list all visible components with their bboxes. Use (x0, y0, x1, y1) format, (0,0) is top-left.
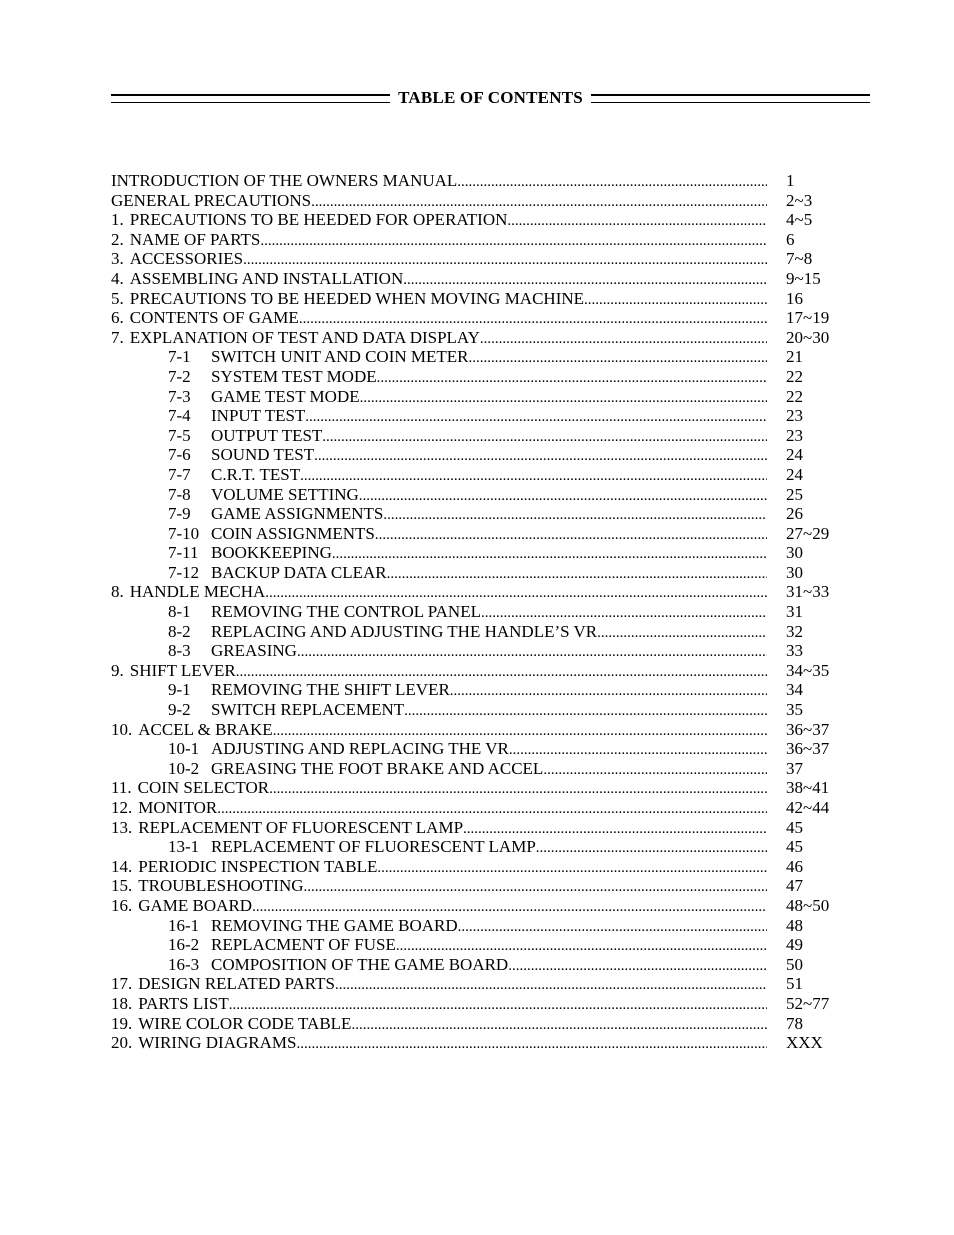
toc-entry-title: SWITCH UNIT AND COIN METER (211, 347, 469, 367)
toc-page-number: 23 (786, 425, 803, 445)
toc-entry (111, 426, 851, 446)
toc-page-number: 27~29 (786, 523, 830, 543)
toc-entry-number: 6. (111, 308, 124, 328)
toc-page-number: 42~44 (786, 798, 830, 817)
toc-entry-title: REPLACMENT OF FUSE (211, 935, 396, 955)
toc-entry-text (111, 543, 767, 565)
toc-entry-text (111, 818, 767, 840)
toc-entry-text (111, 1014, 767, 1036)
toc-page-number: 6 (786, 229, 795, 249)
toc-entry-number: 7-9 (168, 504, 191, 524)
toc-entry (111, 759, 851, 779)
toc-page-number: 47 (786, 876, 803, 896)
toc-entry-number: 18. (111, 993, 133, 1013)
toc-entry-text (111, 641, 767, 663)
toc-entry (111, 661, 851, 681)
toc-entry (111, 680, 851, 700)
toc-entry-number: 16-2 (168, 935, 200, 955)
toc-entry-text (111, 876, 767, 898)
toc-entry-number: 8-3 (168, 641, 191, 661)
toc-page-number: 30 (786, 562, 803, 582)
toc-page-number: 21 (786, 347, 803, 367)
toc-entry-text (111, 504, 767, 526)
toc-entry (111, 622, 851, 642)
toc-entry-title: PRECAUTIONS TO BE HEEDED FOR OPERATION (129, 210, 508, 230)
toc-page-number: 24 (786, 445, 803, 465)
toc-page-number: 23 (786, 406, 803, 426)
toc-entry-title: GAME BOARD (138, 895, 253, 915)
toc-entry (111, 974, 851, 994)
toc-entry-text (111, 426, 767, 448)
toc-entry-number: 20. (111, 1033, 133, 1053)
toc-entry-text (111, 661, 767, 683)
toc-page-number: 34 (786, 680, 803, 700)
toc-entry-title: COIN SELECTOR (137, 778, 270, 798)
toc-entry-text (111, 524, 767, 546)
toc-entry (111, 720, 851, 740)
toc-entry-text (111, 935, 767, 957)
toc-entry (111, 896, 851, 916)
toc-entry (111, 955, 851, 975)
toc-entry-number: 5. (111, 288, 124, 308)
toc-entry-number: 13. (111, 817, 133, 837)
toc-entry-title: ACCESSORIES (129, 249, 244, 269)
toc-leader-dots (296, 1035, 767, 1055)
toc-entry-title: SWITCH REPLACEMENT (211, 700, 405, 720)
toc-entry (111, 269, 851, 289)
toc-entry-title: SHIFT LEVER (129, 660, 236, 680)
toc-entry-text (111, 994, 767, 1016)
toc-page-number: 22 (786, 386, 803, 406)
toc-entry-text (111, 602, 767, 624)
toc-entry-title: INTRODUCTION OF THE OWNERS MANUAL (111, 171, 458, 190)
toc-entry-title: ACCEL & BRAKE (138, 719, 273, 739)
toc-entry-title: ASSEMBLING AND INSTALLATION (129, 268, 404, 288)
toc-entry (111, 1033, 851, 1053)
toc-entry-title: OUTPUT TEST (211, 425, 323, 445)
toc-entry (111, 191, 851, 211)
toc-entry-title: INPUT TEST (211, 406, 306, 426)
toc-page-number: 16 (786, 288, 803, 308)
page-header (111, 88, 870, 108)
toc-entry-title: GAME TEST MODE (211, 386, 360, 406)
toc-entry (111, 700, 851, 720)
toc-entry-text (111, 896, 767, 918)
toc-entry-number: 19. (111, 1013, 133, 1033)
toc-entry-number: 17. (111, 974, 133, 994)
toc-entry-title: REMOVING THE SHIFT LEVER (211, 680, 450, 700)
toc-entry-title: VOLUME SETTING (211, 484, 359, 504)
toc-page-number: 52~77 (786, 993, 830, 1013)
toc-entry-title: REMOVING THE GAME BOARD (211, 915, 458, 935)
toc-page-number: 7~8 (786, 249, 813, 269)
toc-entry-title: PRECAUTIONS TO BE HEEDED WHEN MOVING MACHINE (129, 288, 585, 308)
toc-page-number: 22 (786, 366, 803, 386)
toc-entry-number: 7-2 (168, 366, 191, 386)
toc-page-number: 9~15 (786, 268, 821, 288)
toc-entry-number: 9-1 (168, 680, 191, 700)
toc-page-number: 49 (786, 935, 803, 955)
toc-entry (111, 857, 851, 877)
toc-page-number: 33 (786, 641, 803, 661)
toc-entry (111, 837, 851, 857)
toc-entry-text (111, 347, 767, 369)
toc-entry-text (111, 563, 767, 585)
toc-entry-number: 9-2 (168, 700, 191, 720)
toc-entry-title: COIN ASSIGNMENTS (211, 523, 375, 543)
toc-entry-text (111, 230, 767, 252)
toc-entry-number: 16-1 (168, 915, 200, 935)
toc-page-number: 1 (786, 171, 795, 190)
toc-entry-title: COMPOSITION OF THE GAME BOARD (211, 954, 509, 974)
toc-entry (111, 798, 851, 818)
toc-entry-text (111, 269, 767, 291)
toc-entry (111, 1014, 851, 1034)
toc-entry-number: 10-1 (168, 739, 200, 759)
toc-entry-text (111, 289, 767, 311)
toc-entry-number: 8-1 (168, 602, 191, 622)
toc-entry-text (111, 445, 767, 467)
toc-entry-title: GENERAL PRECAUTIONS (111, 190, 312, 210)
toc-page-number: 4~5 (786, 210, 813, 230)
toc-entry (111, 818, 851, 838)
toc-page-number: 36~37 (786, 739, 830, 759)
toc-entry-text (111, 485, 767, 507)
toc-entry (111, 485, 851, 505)
toc-entry (111, 465, 851, 485)
toc-entry (111, 739, 851, 759)
toc-entry-number: 2. (111, 229, 124, 249)
toc-page-number: 35 (786, 700, 803, 720)
toc-entry-title: NAME OF PARTS (129, 229, 261, 249)
toc-page-number: 37 (786, 758, 803, 778)
toc-entry-title: GREASING THE FOOT BRAKE AND ACCEL (211, 758, 544, 778)
toc-entry-title: CONTENTS OF GAME (129, 308, 299, 328)
toc-entry-text (111, 191, 767, 213)
toc-entry (111, 602, 851, 622)
toc-entry (111, 230, 851, 250)
toc-entry-title: ADJUSTING AND REPLACING THE VR (211, 739, 509, 759)
toc-entry (111, 367, 851, 387)
toc-entry-number: 7-6 (168, 445, 191, 465)
toc-entry (111, 406, 851, 426)
toc-entry-title: REPLACEMENT OF FLUORESCENT LAMP (211, 837, 536, 857)
toc-entry-title: REPLACEMENT OF FLUORESCENT LAMP (138, 817, 464, 837)
toc-entry-title: REPLACING AND ADJUSTING THE HANDLE’S VR (211, 621, 598, 641)
toc-page-number: 17~19 (786, 308, 830, 328)
toc-entry-text (111, 955, 767, 977)
toc-page-number: 50 (786, 954, 803, 974)
toc-entry-text (111, 837, 767, 859)
toc-page-number: 46 (786, 856, 803, 876)
toc-entry-title: BACKUP DATA CLEAR (211, 562, 387, 582)
toc-entry-text (111, 582, 767, 604)
toc-entry (111, 778, 851, 798)
toc-entry-title: SYSTEM TEST MODE (211, 366, 377, 386)
toc-page-number: 30 (786, 543, 803, 563)
toc-entry (111, 641, 851, 661)
table-of-contents (111, 171, 851, 1053)
toc-entry-title: REMOVING THE CONTROL PANEL (211, 602, 481, 622)
toc-entry (111, 524, 851, 544)
header-rule-left (111, 94, 390, 103)
toc-page-number: 26 (786, 504, 803, 524)
toc-entry-number: 7-8 (168, 484, 191, 504)
toc-entry-title: WIRE COLOR CODE TABLE (138, 1013, 352, 1033)
toc-entry (111, 387, 851, 407)
toc-entry-number: 14. (111, 856, 133, 876)
toc-entry-text (111, 308, 767, 330)
toc-entry-text (111, 916, 767, 938)
toc-entry-text (111, 328, 767, 350)
toc-entry-number: 7-4 (168, 406, 191, 426)
toc-entry-text (111, 700, 767, 722)
toc-entry (111, 504, 851, 524)
toc-page-number: 32 (786, 621, 803, 641)
toc-entry-title: BOOKKEEPING (211, 543, 332, 563)
toc-entry-text (111, 759, 767, 781)
toc-entry-title: TROUBLESHOOTING (138, 876, 304, 896)
toc-entry-text (111, 720, 767, 742)
toc-entry (111, 171, 851, 191)
toc-entry (111, 582, 851, 602)
toc-page-number: 51 (786, 974, 803, 994)
toc-page-number: 25 (786, 484, 803, 504)
toc-entry-number: 7-10 (168, 523, 200, 543)
toc-entry-number: 4. (111, 268, 124, 288)
toc-entry (111, 210, 851, 230)
toc-page-number: 78 (786, 1013, 803, 1033)
toc-entry (111, 916, 851, 936)
toc-entry-text (111, 210, 767, 232)
toc-entry-number: 11. (111, 778, 132, 798)
header-rule-right (591, 94, 870, 103)
toc-page-number: 36~37 (786, 719, 830, 739)
toc-entry-number: 1. (111, 210, 124, 230)
toc-entry-title: PARTS LIST (138, 993, 229, 1013)
toc-page-number: 24 (786, 464, 803, 484)
toc-entry-text (111, 798, 767, 820)
toc-entry-number: 12. (111, 798, 133, 817)
toc-entry-number: 8. (111, 582, 124, 602)
toc-entry-title: WIRING DIAGRAMS (138, 1033, 297, 1053)
toc-entry-text (111, 367, 767, 389)
toc-entry (111, 249, 851, 269)
toc-page-number: 31 (786, 602, 803, 622)
toc-entry-title: SOUND TEST (211, 445, 315, 465)
toc-page-number: 45 (786, 817, 803, 837)
toc-entry (111, 994, 851, 1014)
toc-entry-title: MONITOR (138, 798, 218, 817)
toc-entry (111, 347, 851, 367)
toc-entry-title: C.R.T. TEST (211, 464, 301, 484)
toc-entry-number: 7-1 (168, 347, 191, 367)
toc-entry-number: 7-11 (168, 543, 199, 563)
toc-entry (111, 543, 851, 563)
toc-page-number: 38~41 (786, 778, 830, 798)
toc-entry (111, 876, 851, 896)
toc-entry-number: 7-3 (168, 386, 191, 406)
toc-entry-text (111, 171, 767, 193)
toc-entry-number: 7-5 (168, 425, 191, 445)
toc-entry-number: 10. (111, 719, 133, 739)
toc-entry-title: DESIGN RELATED PARTS (138, 974, 335, 994)
toc-entry-text (111, 680, 767, 702)
toc-entry (111, 563, 851, 583)
toc-entry-text (111, 465, 767, 487)
toc-entry-number: 9. (111, 660, 124, 680)
toc-entry-title: PERIODIC INSPECTION TABLE (138, 856, 378, 876)
toc-entry-number: 7-7 (168, 464, 191, 484)
toc-page-number: 20~30 (786, 327, 830, 347)
toc-entry-title: HANDLE MECHA (129, 582, 266, 602)
toc-entry (111, 289, 851, 309)
toc-page-number: 45 (786, 837, 803, 857)
toc-entry-number: 16-3 (168, 954, 200, 974)
toc-entry-text (111, 1033, 767, 1055)
toc-entry-text (111, 739, 767, 761)
toc-entry-text (111, 778, 767, 800)
toc-entry-number: 10-2 (168, 758, 200, 778)
toc-page-number: 34~35 (786, 660, 830, 680)
toc-page-number: 2~3 (786, 190, 813, 210)
toc-entry (111, 935, 851, 955)
toc-entry-text (111, 974, 767, 996)
toc-entry-number: 13-1 (168, 837, 200, 857)
toc-entry-text (111, 857, 767, 879)
toc-page-number: 48~50 (786, 895, 830, 915)
toc-entry-number: 8-2 (168, 621, 191, 641)
toc-entry-number: 15. (111, 876, 133, 896)
toc-entry-number: 16. (111, 895, 133, 915)
toc-page-number: 31~33 (786, 582, 830, 602)
toc-entry-title: EXPLANATION OF TEST AND DATA DISPLAY (129, 327, 480, 347)
toc-entry-number: 7-12 (168, 562, 200, 582)
toc-entry (111, 328, 851, 348)
toc-entry (111, 445, 851, 465)
toc-entry-text (111, 622, 767, 644)
toc-entry-text (111, 249, 767, 271)
toc-entry-number: 7. (111, 327, 124, 347)
toc-entry-text (111, 406, 767, 428)
page-title: TABLE OF CONTENTS (398, 88, 583, 107)
toc-entry (111, 308, 851, 328)
toc-entry-title: GREASING (211, 641, 297, 661)
toc-entry-number: 3. (111, 249, 124, 269)
toc-page-number: 48 (786, 915, 803, 935)
toc-entry-title: GAME ASSIGNMENTS (211, 504, 384, 524)
toc-entry-text (111, 387, 767, 409)
toc-page-number: XXX (786, 1033, 823, 1053)
